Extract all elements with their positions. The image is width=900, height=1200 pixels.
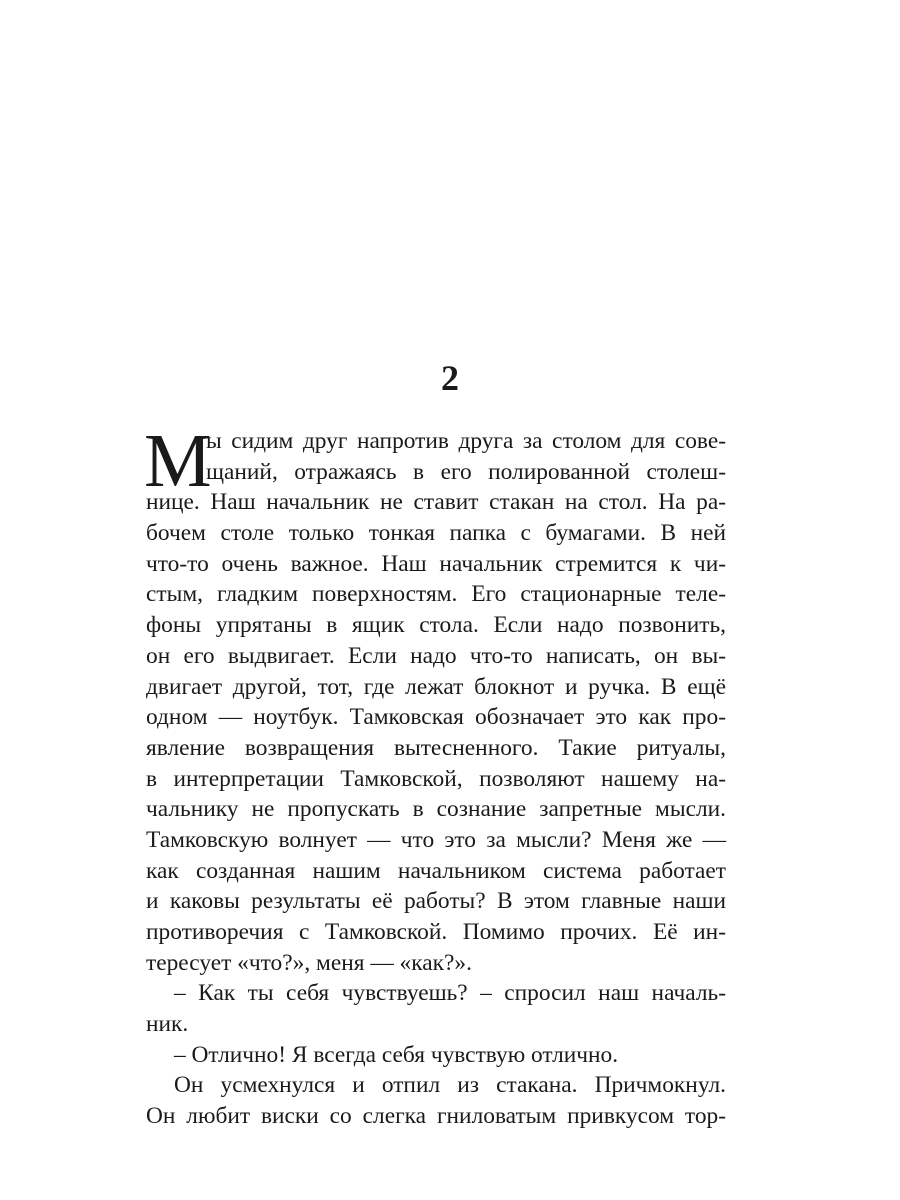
text-line: бочем столе только тонкая папка с бумагами. В ней [146, 520, 726, 547]
text-line: одном — ноутбук. Тамковская обозначает это как про- [146, 704, 726, 731]
text-line: чальнику не пропускать в сознание запретные мысли. [146, 796, 726, 823]
text-line: явление возвращения вытесненного. Такие ритуалы, [146, 734, 726, 761]
text-line: Тамковскую волнует — что это за мысли? Меня же — [146, 826, 726, 853]
body-text [144, 419, 726, 1132]
text-line: Он любит виски со слегка гниловатым привкусом тор- [146, 1103, 726, 1130]
text-line: – Как ты себя чувствуешь? – спросил наш началь- [174, 980, 726, 1007]
text-line: Он усмехнулся и отпил из стакана. Причмокнул. [174, 1072, 726, 1099]
paragraph [146, 1070, 726, 1131]
paragraph [144, 419, 726, 978]
text-line: тересует «что?», меня — «как?». [146, 949, 472, 976]
text-line: в интерпретации Тамковской, позволяют нашему на- [146, 765, 726, 792]
text-line: и каковы результаты её работы? В этом главные наши [146, 888, 726, 915]
dialogue-paragraph [146, 1040, 726, 1071]
text-line: щаний, отражаясь в его полированной столеш- [206, 458, 726, 485]
text-line: стым, гладким поверхностям. Его стационарные теле- [146, 581, 726, 608]
text-line: – Отлично! Я всегда себя чувствую отлично. [174, 1041, 619, 1068]
text-line: фоны упрятаны в ящик стола. Если надо позвонить, [146, 612, 726, 639]
text-line: как созданная нашим начальником система работает [146, 857, 726, 884]
text-line: он его выдвигает. Если надо что-то написать, он вы- [146, 642, 726, 669]
text-line: что-то очень важное. Наш начальник стремится к чи- [146, 550, 726, 577]
dialogue-paragraph [146, 978, 726, 1039]
text-line: нице. Наш начальник не ставит стакан на стол. На ра- [146, 489, 726, 516]
text-line: ы сидим друг напротив друга за столом для сове- [206, 428, 726, 454]
drop-cap: М [144, 419, 212, 503]
text-line: противоречия с Тамковской. Помимо прочих. Её ин- [146, 919, 726, 945]
text-line: двигает другой, тот, где лежат блокнот и ручка. В ещё [146, 673, 726, 700]
chapter-number: 2 [441, 358, 459, 398]
text-line: ник. [146, 1011, 189, 1038]
